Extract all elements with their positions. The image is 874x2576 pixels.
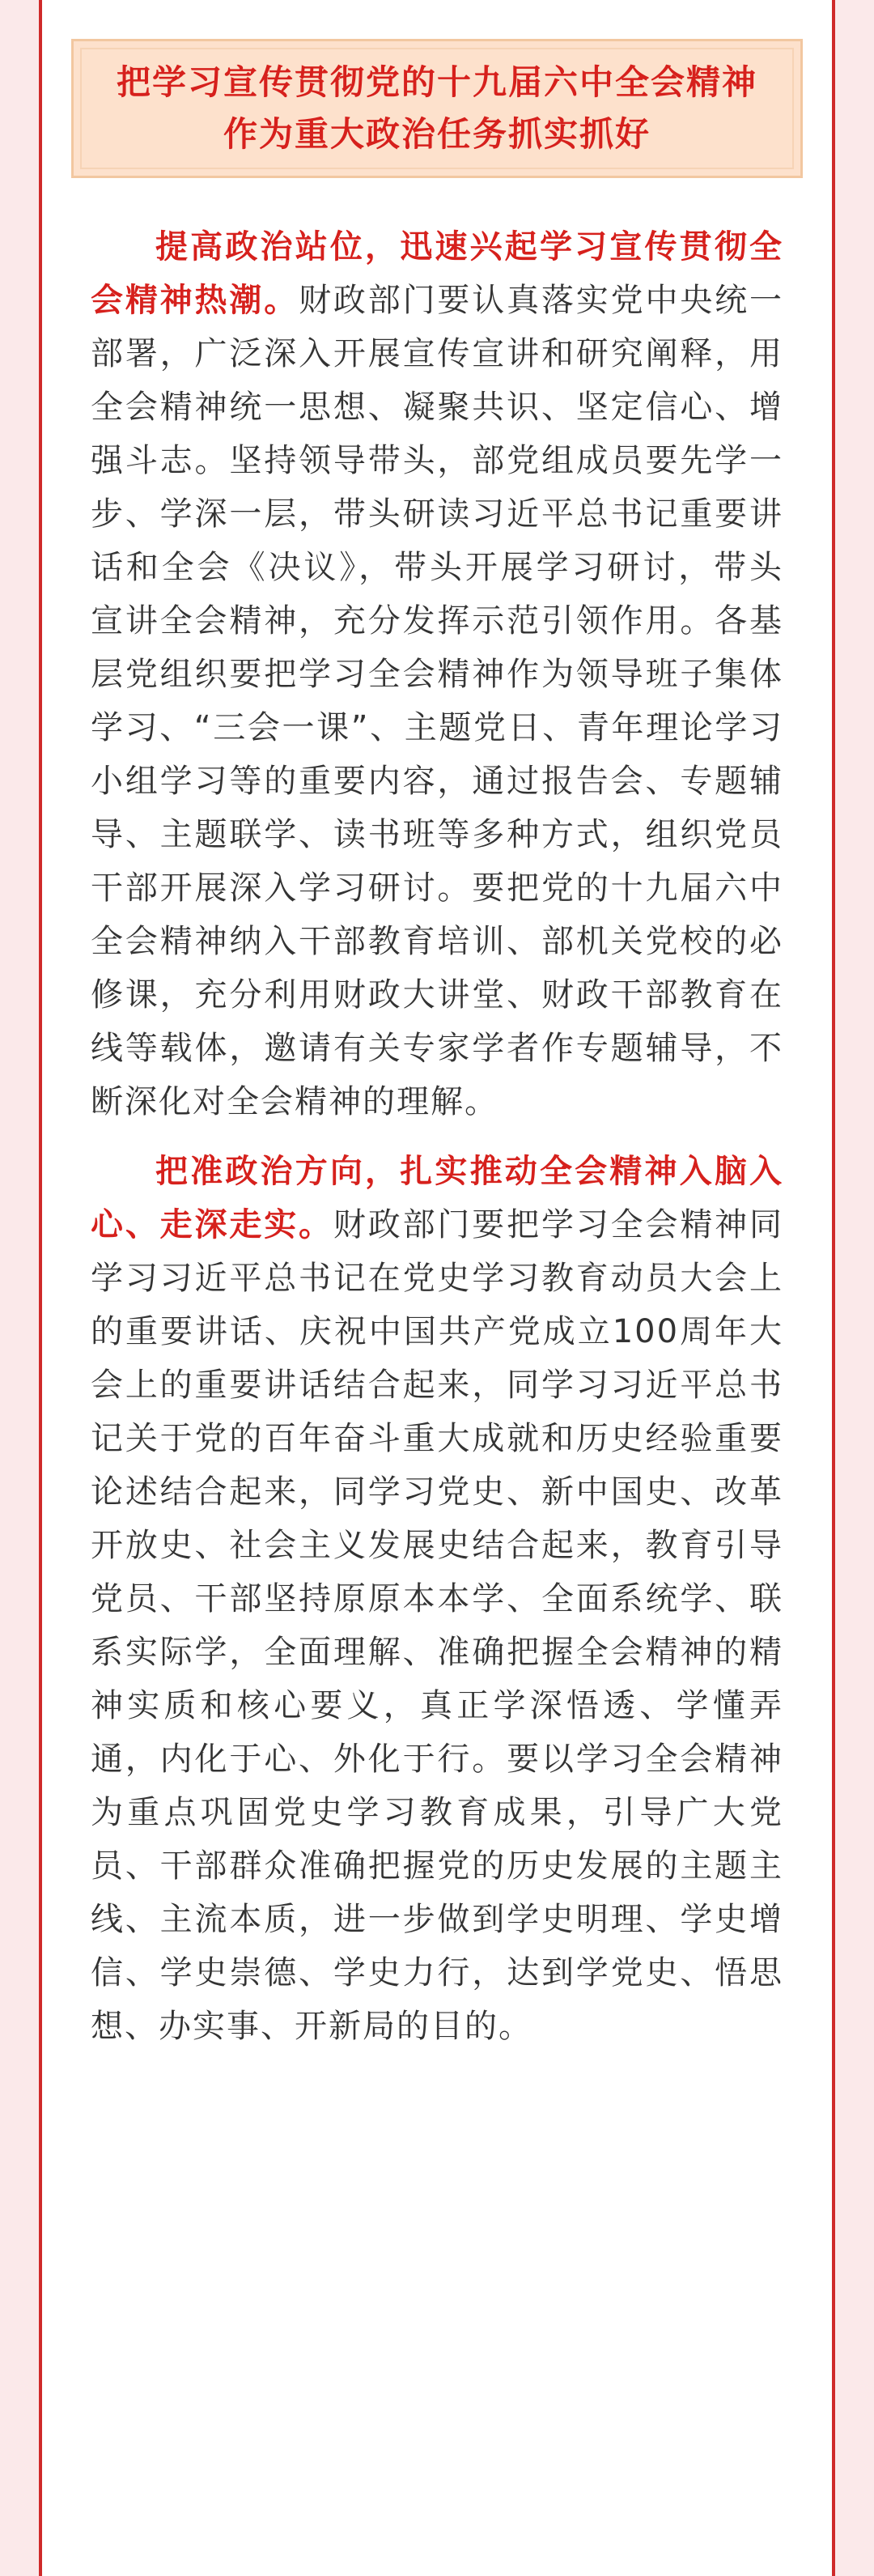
right-border-line bbox=[832, 0, 835, 2576]
paragraph-1-body: 财政部门要认真落实党中央统一部署，广泛深入开展宣传宣讲和研究阐释，用全会精神统一思想、凝聚共识、坚定信心、增强斗志。坚持领导带头，部党组成员要先学一步、学深一层，带头研读习近平总书记重要讲话和全会《决议》，带头开展学习研讨，带头宣讲全会精神，充分发挥示范引领作用。各基层党组织要把学习全会精神作为领导班子集体学习、“三会一课”、主题党日、青年理论学习小组学习等的重要内容，通过报告会、专题辅导、主题联学、读书班等多种方式，组织党员干部开展深入学习研讨。要把党的十九届六中全会精神纳入干部教育培训、部机关党校的必修课，充分利用财政大讲堂、财政干部教育在线等载体，邀请有关专家学者作专题辅导，不断深化对全会精神的理解。 bbox=[91, 282, 784, 1120]
paragraph-1-lead: 提高政治站位，迅速兴起学习宣传贯彻全会精神热潮。 bbox=[91, 228, 783, 319]
paragraph-2 bbox=[91, 1145, 783, 2053]
left-border-line bbox=[39, 0, 42, 2576]
paragraph-1 bbox=[91, 220, 783, 1129]
section-title-box bbox=[71, 39, 803, 178]
right-decorative-band bbox=[835, 0, 874, 2576]
section-title-line-2: 作为重大政治任务抓实抓好 bbox=[223, 114, 651, 154]
section-title-inner bbox=[80, 48, 794, 169]
paragraph-2-lead: 把准政治方向，扎实推动全会精神入脑入心、走深走实。 bbox=[91, 1153, 783, 1243]
section-title-line-1: 把学习宣传贯彻党的十九届六中全会精神 bbox=[116, 62, 757, 102]
left-decorative-band bbox=[0, 0, 39, 2576]
article-body bbox=[91, 220, 783, 2069]
paragraph-2-body: 财政部门要把学习全会精神同学习习近平总书记在党史学习教育动员大会上的重要讲话、庆祝中国共产党成立100周年大会上的重要讲话结合起来，同学习习近平总书记关于党的百年奋斗重大成就和历史经验重要论述结合起来，同学习党史、新中国史、改革开放史、社会主义发展史结合起来，教育引导党员、干部坚持原原本本学、全面系统学、联系实际学，全面理解、准确把握全会精神的精神实质和核心要义，真正学深悟透、学懂弄通，内化于心、外化于行。要以学习全会精神为重点巩固党史学习教育成果，引导广大党员、干部群众准确把握党的历史发展的主题主线、主流本质，进一步做到学史明理、学史增信、学史崇德、学史力行，达到学党史、悟思想、办实事、开新局的目的。 bbox=[91, 1206, 784, 2045]
